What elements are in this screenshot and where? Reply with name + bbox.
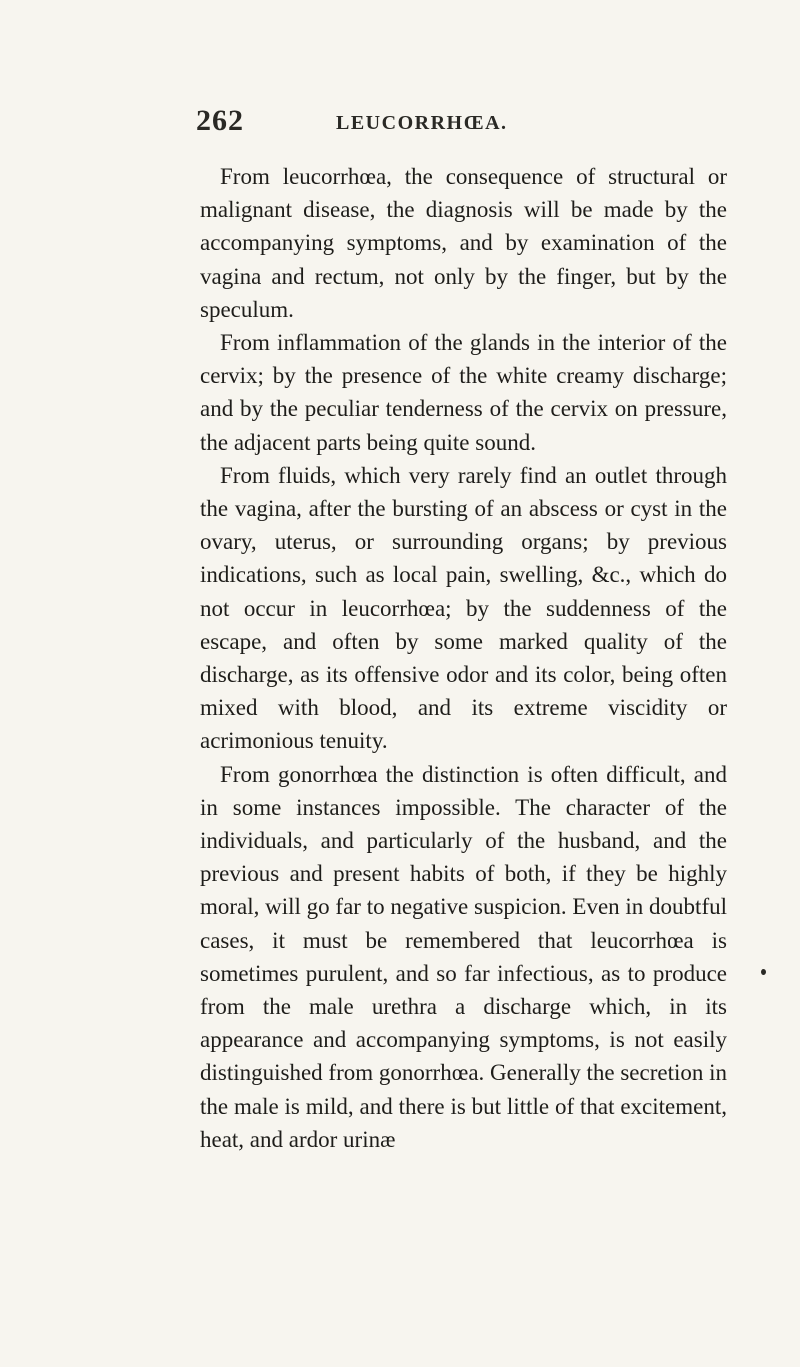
page-number: 262 bbox=[196, 104, 244, 137]
running-head: LEUCORRHŒA. bbox=[336, 112, 508, 134]
paragraph-structural-disease: From leucorrhœa, the consequence of structural or malignant disease, the diagnosis will be made by the accompanying symptoms, and by examination of the vagina and rectum, not only by the finger, but by the speculum. bbox=[200, 164, 727, 322]
body-text bbox=[200, 160, 727, 1156]
page-header bbox=[196, 104, 756, 148]
paragraph-gonorrhoea: From gonorrhœa the distinction is often difficult, and in some instances impossible. The character of the individuals, and particularly of the husband, and the previous and present habits of both, if they be highly moral, will go far to negative suspicion. Even in doubtful cases, it must be remembered that leucorrhœa is sometimes purulent, and so far infectious, as to produce from the male urethra a discharge which, in its appearance and accompanying symptoms, is not easily distinguished from gonorrhœa. Generally the secretion in the male is mild, and there is but little of that excitement, heat, and ardor urinæ bbox=[200, 761, 727, 1152]
ink-speck bbox=[761, 969, 766, 975]
paragraph-fluids: From fluids, which very rarely find an outlet through the vagina, after the bursting of an abscess or cyst in the ovary, uterus, or surrounding organs; by previous indications, such as local pain, swelling, &c., which do not occur in leucorrhœa; by the suddenness of the escape, and often by some marked quality of the discharge, as its offensive odor and its color, being often mixed with blood, and its extreme viscidity or acrimonious tenuity. bbox=[200, 462, 727, 754]
paragraph-inflammation: From inflammation of the glands in the interior of the cervix; by the presence of the white creamy discharge; and by the peculiar tenderness of the cervix on pressure, the adjacent parts being quite sound. bbox=[200, 330, 727, 455]
